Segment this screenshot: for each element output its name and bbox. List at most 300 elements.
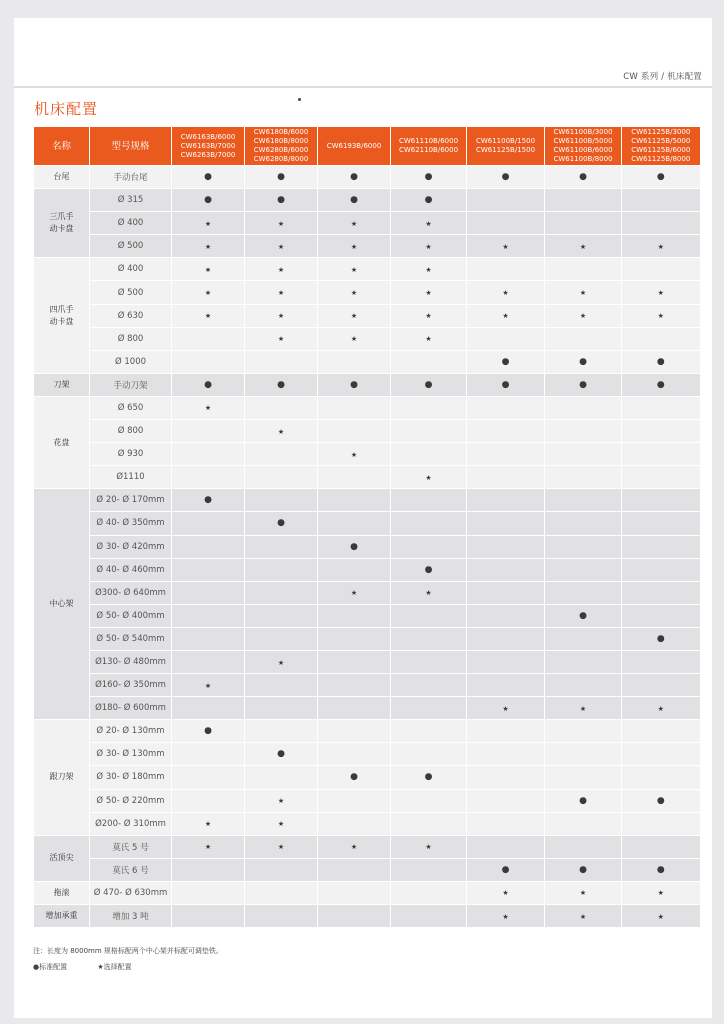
mark-cell (467, 281, 545, 304)
table-row (34, 905, 700, 928)
optional-mark: ★ (204, 843, 212, 852)
mark-cell (545, 166, 622, 189)
mark-cell (545, 627, 622, 650)
mark-cell (467, 881, 545, 904)
spec-cell: Ø 20- Ø 130mm (90, 720, 172, 743)
standard-mark: ● (277, 172, 285, 183)
standard-mark: ● (277, 518, 285, 529)
mark-cell (545, 489, 622, 512)
mark-cell (172, 604, 245, 627)
mark-cell (245, 443, 318, 466)
header-model-6: CW61100B/3000 CW61100B/5000 CW61100B/6000 CW61100B/8000 (545, 127, 622, 166)
mark-cell (545, 443, 622, 466)
spec-cell: 增加 3 吨 (90, 905, 172, 928)
optional-mark: ★ (579, 242, 587, 251)
optional-mark: ★ (350, 265, 358, 274)
mark-cell (622, 166, 700, 189)
header-name: 名称 (34, 127, 90, 166)
mark-cell (467, 304, 545, 327)
mark-cell (391, 581, 467, 604)
mark-cell (245, 697, 318, 720)
mark-cell (245, 396, 318, 419)
mark-cell (622, 581, 700, 604)
mark-cell (467, 858, 545, 881)
optional-mark: ★ (350, 589, 358, 598)
mark-cell (245, 212, 318, 235)
mark-cell (172, 512, 245, 535)
mark-cell (172, 650, 245, 673)
mark-cell (245, 373, 318, 396)
mark-cell (545, 743, 622, 766)
table-row (34, 720, 700, 743)
optional-mark: ★ (204, 242, 212, 251)
mark-cell (318, 166, 391, 189)
mark-cell (245, 558, 318, 581)
optional-mark: ★ (277, 797, 285, 806)
table-row (34, 627, 700, 650)
mark-cell (391, 166, 467, 189)
spec-cell: Ø 50- Ø 540mm (90, 627, 172, 650)
section-header: CW 系列 / 机床配置 (623, 72, 702, 82)
spec-cell: Ø 470- Ø 630mm (90, 881, 172, 904)
mark-cell (545, 212, 622, 235)
mark-cell (245, 535, 318, 558)
mark-cell (318, 674, 391, 697)
optional-mark: ★ (657, 704, 664, 713)
mark-cell (245, 420, 318, 443)
mark-cell (545, 281, 622, 304)
mark-cell (318, 697, 391, 720)
mark-cell (172, 720, 245, 743)
spec-cell: Ø 400 (90, 258, 172, 281)
header-spec: 型号规格 (90, 127, 172, 166)
mark-cell (318, 512, 391, 535)
legend-standard: ●标准配置 (33, 963, 68, 971)
mark-cell (172, 743, 245, 766)
mark-cell (391, 697, 467, 720)
mark-cell (318, 789, 391, 812)
mark-cell (467, 766, 545, 789)
mark-cell (245, 512, 318, 535)
mark-cell (545, 604, 622, 627)
optional-mark: ★ (204, 820, 212, 829)
mark-cell (467, 535, 545, 558)
mark-cell (318, 743, 391, 766)
mark-cell (172, 212, 245, 235)
spec-cell: Ø 500 (90, 235, 172, 258)
standard-mark: ● (424, 772, 433, 783)
standard-mark: ● (424, 172, 433, 183)
standard-mark: ● (204, 379, 212, 390)
mark-cell (622, 835, 700, 858)
mark-cell (622, 789, 700, 812)
mark-cell (245, 812, 318, 835)
spec-cell: 莫氏 5 号 (90, 835, 172, 858)
mark-cell (245, 304, 318, 327)
optional-mark: ★ (502, 289, 509, 298)
mark-cell (467, 489, 545, 512)
mark-cell (622, 766, 700, 789)
mark-cell (172, 373, 245, 396)
spec-cell: Ø 30- Ø 420mm (90, 535, 172, 558)
mark-cell (622, 189, 700, 212)
mark-cell (622, 373, 700, 396)
header-model-1: CW6163B/6000 CW6163B/7000 CW6263B/7000 (172, 127, 245, 166)
spec-cell: Ø 1000 (90, 350, 172, 373)
spec-cell: Ø1110 (90, 466, 172, 489)
mark-cell (318, 650, 391, 673)
optional-mark: ★ (657, 889, 664, 898)
standard-mark: ● (579, 379, 587, 390)
mark-cell (545, 535, 622, 558)
mark-cell (318, 212, 391, 235)
header-model-5: CW61100B/1500 CW61125B/1500 (467, 127, 545, 166)
optional-mark: ★ (277, 312, 285, 321)
mark-cell (467, 743, 545, 766)
spec-cell: Ø300- Ø 640mm (90, 581, 172, 604)
optional-mark: ★ (277, 265, 285, 274)
mark-cell (545, 581, 622, 604)
optional-mark: ★ (277, 427, 285, 436)
mark-cell (545, 189, 622, 212)
category-cell: 台尾 (34, 166, 90, 189)
mark-cell (467, 674, 545, 697)
legend (33, 962, 160, 972)
mark-cell (391, 627, 467, 650)
mark-cell (391, 881, 467, 904)
mark-cell (391, 674, 467, 697)
mark-cell (622, 881, 700, 904)
mark-cell (391, 650, 467, 673)
table-row (34, 789, 700, 812)
mark-cell (622, 743, 700, 766)
mark-cell (391, 512, 467, 535)
mark-cell (622, 420, 700, 443)
spec-cell: Ø200- Ø 310mm (90, 812, 172, 835)
mark-cell (318, 189, 391, 212)
table-row (34, 258, 700, 281)
table-row (34, 304, 700, 327)
table-row (34, 743, 700, 766)
mark-cell (467, 650, 545, 673)
mark-cell (467, 720, 545, 743)
optional-mark: ★ (657, 912, 664, 921)
standard-mark: ● (501, 172, 510, 183)
mark-cell (467, 604, 545, 627)
optional-mark: ★ (350, 335, 358, 344)
mark-cell (245, 581, 318, 604)
optional-mark: ★ (425, 219, 432, 228)
mark-cell (622, 650, 700, 673)
table-row (34, 489, 700, 512)
mark-cell (172, 558, 245, 581)
mark-cell (545, 466, 622, 489)
mark-cell (391, 189, 467, 212)
standard-mark: ● (204, 726, 212, 737)
category-cell: 拖滚 (34, 881, 90, 904)
mark-cell (545, 258, 622, 281)
mark-cell (245, 258, 318, 281)
standard-mark: ● (204, 495, 212, 506)
optional-mark: ★ (579, 704, 587, 713)
mark-cell (622, 812, 700, 835)
mark-cell (391, 743, 467, 766)
mark-cell (245, 627, 318, 650)
mark-cell (318, 373, 391, 396)
optional-mark: ★ (350, 843, 358, 852)
mark-cell (318, 881, 391, 904)
mark-cell (545, 350, 622, 373)
mark-cell (391, 812, 467, 835)
mark-cell (467, 697, 545, 720)
optional-mark: ★ (350, 289, 358, 298)
optional-mark: ★ (204, 404, 212, 413)
standard-mark: ● (350, 379, 358, 390)
standard-mark: ● (656, 633, 665, 644)
mark-cell (245, 489, 318, 512)
mark-cell (545, 697, 622, 720)
mark-cell (467, 258, 545, 281)
mark-cell (318, 489, 391, 512)
mark-cell (391, 489, 467, 512)
mark-cell (245, 466, 318, 489)
mark-cell (318, 627, 391, 650)
mark-cell (172, 443, 245, 466)
standard-mark: ● (579, 795, 587, 806)
standard-mark: ● (424, 564, 433, 575)
standard-mark: ● (277, 749, 285, 760)
standard-mark: ● (579, 864, 587, 875)
mark-cell (172, 166, 245, 189)
optional-mark: ★ (425, 242, 432, 251)
mark-cell (622, 396, 700, 419)
mark-cell (172, 581, 245, 604)
category-cell: 增加承重 (34, 905, 90, 928)
table-row (34, 535, 700, 558)
mark-cell (622, 489, 700, 512)
mark-cell (318, 258, 391, 281)
mark-cell (622, 558, 700, 581)
mark-cell (172, 674, 245, 697)
category-cell: 跟刀架 (34, 720, 90, 835)
optional-mark: ★ (502, 312, 509, 321)
standard-mark: ● (424, 195, 433, 206)
optional-mark: ★ (350, 450, 358, 459)
table-row (34, 812, 700, 835)
table-row (34, 674, 700, 697)
mark-cell (545, 812, 622, 835)
table-row (34, 350, 700, 373)
optional-mark: ★ (425, 312, 432, 321)
mark-cell (391, 373, 467, 396)
mark-cell (622, 905, 700, 928)
table-row (34, 581, 700, 604)
spec-cell: Ø 40- Ø 460mm (90, 558, 172, 581)
mark-cell (545, 558, 622, 581)
spec-cell: 手动刀架 (90, 373, 172, 396)
standard-mark: ● (656, 356, 665, 367)
standard-mark: ● (350, 195, 358, 206)
mark-cell (172, 627, 245, 650)
table-row (34, 558, 700, 581)
mark-cell (622, 535, 700, 558)
mark-cell (318, 812, 391, 835)
mark-cell (391, 212, 467, 235)
mark-cell (318, 720, 391, 743)
mark-cell (545, 420, 622, 443)
mark-cell (467, 396, 545, 419)
optional-mark: ★ (425, 589, 432, 598)
mark-cell (172, 189, 245, 212)
optional-mark: ★ (502, 889, 509, 898)
optional-mark: ★ (277, 335, 285, 344)
mark-cell (391, 858, 467, 881)
table-row (34, 881, 700, 904)
spec-cell: Ø 20- Ø 170mm (90, 489, 172, 512)
mark-cell (245, 766, 318, 789)
optional-mark: ★ (502, 912, 509, 921)
spec-cell: Ø 30- Ø 130mm (90, 743, 172, 766)
table-row (34, 604, 700, 627)
standard-mark: ● (501, 379, 510, 390)
standard-mark: ● (350, 541, 358, 552)
mark-cell (467, 627, 545, 650)
mark-cell (391, 235, 467, 258)
mark-cell (172, 304, 245, 327)
mark-cell (318, 466, 391, 489)
optional-mark: ★ (204, 219, 212, 228)
table-row (34, 512, 700, 535)
mark-cell (391, 466, 467, 489)
table-row (34, 396, 700, 419)
optional-mark: ★ (277, 289, 285, 298)
mark-cell (545, 396, 622, 419)
table-row (34, 443, 700, 466)
mark-cell (318, 858, 391, 881)
mark-cell (391, 720, 467, 743)
mark-cell (391, 766, 467, 789)
optional-mark: ★ (425, 289, 432, 298)
mark-cell (318, 558, 391, 581)
table-row (34, 650, 700, 673)
mark-cell (545, 789, 622, 812)
mark-cell (245, 281, 318, 304)
optional-mark: ★ (204, 312, 212, 321)
mark-cell (467, 812, 545, 835)
standard-mark: ● (579, 172, 587, 183)
spec-cell: Ø 500 (90, 281, 172, 304)
mark-cell (245, 604, 318, 627)
mark-cell (467, 835, 545, 858)
mark-cell (545, 512, 622, 535)
spec-cell: Ø 650 (90, 396, 172, 419)
mark-cell (467, 212, 545, 235)
optional-mark: ★ (425, 335, 432, 344)
spec-cell: Ø 800 (90, 420, 172, 443)
mark-cell (467, 558, 545, 581)
mark-cell (467, 350, 545, 373)
mark-cell (245, 720, 318, 743)
mark-cell (172, 235, 245, 258)
mark-cell (391, 350, 467, 373)
mark-cell (391, 835, 467, 858)
optional-mark: ★ (277, 820, 285, 829)
mark-cell (622, 443, 700, 466)
mark-cell (245, 189, 318, 212)
mark-cell (391, 789, 467, 812)
mark-cell (245, 905, 318, 928)
mark-cell (245, 166, 318, 189)
spec-cell: Ø130- Ø 480mm (90, 650, 172, 673)
spec-cell: Ø 40- Ø 350mm (90, 512, 172, 535)
table-row (34, 858, 700, 881)
spec-cell: 莫氏 6 号 (90, 858, 172, 881)
category-cell: 花盘 (34, 396, 90, 488)
standard-mark: ● (204, 172, 212, 183)
mark-cell (172, 881, 245, 904)
mark-cell (391, 905, 467, 928)
optional-mark: ★ (579, 289, 587, 298)
category-cell: 三爪手 动卡盘 (34, 189, 90, 258)
mark-cell (622, 512, 700, 535)
standard-mark: ● (204, 195, 212, 206)
standard-mark: ● (350, 172, 358, 183)
footnote: 注：长度为 8000mm 规格标配两个中心架并标配可调垫铁。 (33, 947, 223, 955)
mark-cell (622, 627, 700, 650)
mark-cell (318, 905, 391, 928)
optional-mark: ★ (204, 265, 212, 274)
mark-cell (545, 235, 622, 258)
legend-optional: ★选择配置 (97, 963, 132, 971)
mark-cell (245, 650, 318, 673)
standard-mark: ● (501, 864, 510, 875)
print-mark (298, 98, 301, 101)
mark-cell (391, 281, 467, 304)
mark-cell (318, 350, 391, 373)
table-row (34, 697, 700, 720)
optional-mark: ★ (657, 289, 664, 298)
mark-cell (172, 466, 245, 489)
mark-cell (467, 166, 545, 189)
mark-cell (545, 720, 622, 743)
mark-cell (172, 905, 245, 928)
mark-cell (622, 212, 700, 235)
optional-mark: ★ (425, 265, 432, 274)
standard-mark: ● (656, 795, 665, 806)
mark-cell (391, 327, 467, 350)
mark-cell (467, 581, 545, 604)
mark-cell (622, 258, 700, 281)
table-row (34, 281, 700, 304)
mark-cell (467, 420, 545, 443)
machine-configuration-table (33, 127, 700, 927)
mark-cell (545, 905, 622, 928)
optional-mark: ★ (657, 312, 664, 321)
mark-cell (622, 674, 700, 697)
optional-mark: ★ (425, 473, 432, 482)
optional-mark: ★ (277, 242, 285, 251)
mark-cell (545, 304, 622, 327)
mark-cell (318, 420, 391, 443)
mark-cell (245, 235, 318, 258)
optional-mark: ★ (579, 889, 587, 898)
mark-cell (245, 327, 318, 350)
mark-cell (172, 350, 245, 373)
spec-cell: 手动台尾 (90, 166, 172, 189)
mark-cell (545, 766, 622, 789)
mark-cell (318, 535, 391, 558)
table-row (34, 466, 700, 489)
